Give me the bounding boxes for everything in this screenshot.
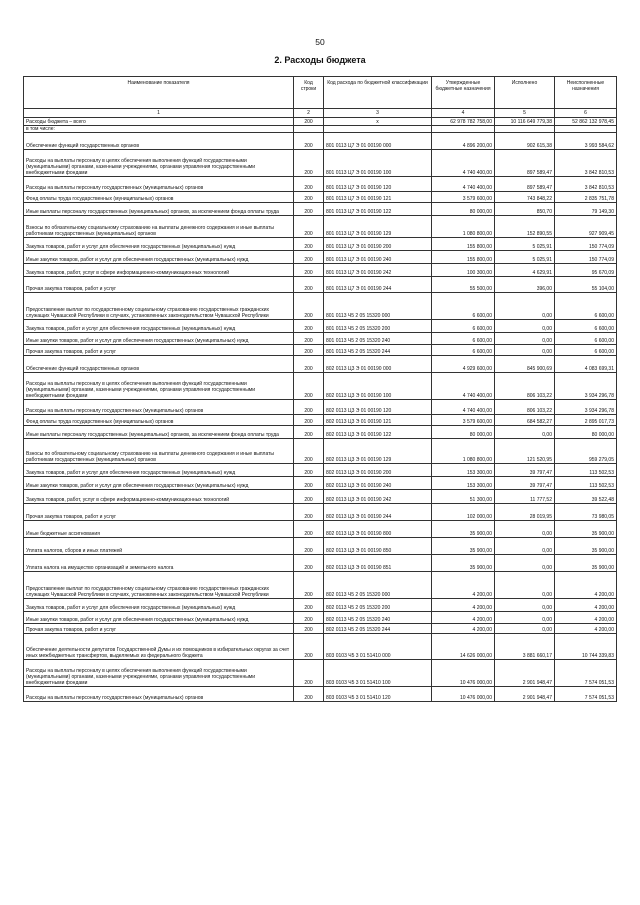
row-unexecuted: 79 149,30 (555, 203, 617, 216)
row-name: Закупка товаров, работ, услуг в сфере информационно-коммуникационных технологий (24, 264, 294, 277)
row-name: Закупка товаров, работ, услуг в сфере информационно-коммуникационных технологий (24, 490, 294, 504)
table-row (24, 293, 617, 320)
row-code: 200 (294, 293, 324, 320)
row-unexecuted: 7 574 051,53 (555, 687, 617, 702)
row-code: 200 (294, 477, 324, 490)
row-approved: 80 000,00 (432, 203, 495, 216)
row-executed: 0,00 (495, 624, 555, 634)
table-row (24, 477, 617, 490)
row-executed: 902 615,38 (495, 133, 555, 150)
row-unexecuted: 3 842 810,53 (555, 177, 617, 192)
row-classification-code: 801 0113 Ч5 2 05 15320 240 (324, 333, 432, 345)
row-name: Иные закупки товаров, работ и услуг для обеспечения государственных (муниципальных) нужд (24, 477, 294, 490)
row-unexecuted: 4 200,00 (555, 599, 617, 612)
row-unexecuted: 3 993 584,62 (555, 133, 617, 150)
table-row (24, 333, 617, 345)
row-name: Уплата налогов, сборов и иных платежей (24, 538, 294, 555)
row-executed: 3 881 660,17 (495, 634, 555, 660)
row-approved: 35 900,00 (432, 538, 495, 555)
row-code: 200 (294, 572, 324, 599)
row-classification-code: 802 0113 Ч5 2 05 15320 200 (324, 599, 432, 612)
row-code: 200 (294, 333, 324, 345)
row-unexecuted: 4 200,00 (555, 624, 617, 634)
row-name: в том числе: (24, 126, 294, 133)
table-row (24, 426, 617, 439)
row-unexecuted: 3 934 296,78 (555, 400, 617, 415)
row-classification-code: 802 0113 Ц3 Э 01 00190 200 (324, 464, 432, 477)
row-code: 200 (294, 133, 324, 150)
row-classification-code (324, 126, 432, 133)
row-name: Прочая закупка товаров, работ и услуг (24, 624, 294, 634)
row-name: Взносы по обязательному социальному страхованию на выплаты денежного содержания и иные выплаты работникам государственных (муниципальных) органов (24, 439, 294, 464)
row-executed: 0,00 (495, 333, 555, 345)
header-row (24, 77, 617, 109)
row-code: 200 (294, 415, 324, 426)
row-classification-code: 802 0113 Ц3 Э 01 00190 129 (324, 439, 432, 464)
table-row (24, 624, 617, 634)
row-code: 200 (294, 373, 324, 400)
column-number: 5 (495, 109, 555, 118)
row-classification-code: 801 0113 Ц7 Э 01 00190 122 (324, 203, 432, 216)
row-executed: 806 103,22 (495, 400, 555, 415)
row-unexecuted: 35 900,00 (555, 555, 617, 572)
row-name: Фонд оплаты труда государственных (муниципальных) органов (24, 415, 294, 426)
row-approved (432, 126, 495, 133)
row-approved: 4 200,00 (432, 572, 495, 599)
row-approved: 4 200,00 (432, 599, 495, 612)
row-executed: 0,00 (495, 320, 555, 333)
row-executed: 11 777,52 (495, 490, 555, 504)
row-code: 200 (294, 464, 324, 477)
table-row (24, 612, 617, 624)
row-name: Иные закупки товаров, работ и услуг для обеспечения государственных (муниципальных) нужд (24, 333, 294, 345)
header-row-code: Код строки (294, 77, 324, 109)
row-executed: 10 116 649 779,38 (495, 118, 555, 126)
table-row (24, 490, 617, 504)
row-classification-code: 802 0113 Ч5 2 05 15320 240 (324, 612, 432, 624)
row-executed: 152 890,55 (495, 216, 555, 238)
row-name: Обеспечение функций государственных органов (24, 133, 294, 150)
table-row (24, 439, 617, 464)
row-approved: 1 080 800,00 (432, 216, 495, 238)
row-approved: 155 800,00 (432, 251, 495, 264)
row-name: Закупка товаров, работ и услуг для обеспечения государственных (муниципальных) нужд (24, 238, 294, 251)
table-row (24, 356, 617, 373)
row-code: 200 (294, 118, 324, 126)
section-title: 2. Расходы бюджета (274, 55, 366, 65)
row-classification-code: 803 0103 Ч5 3 01 51410 120 (324, 687, 432, 702)
row-name: Расходы на выплаты персоналу в целях обеспечения выполнения функций государственными (муниципальными) органами, казенными учреждениями, органами управления государственными внебюджетными фондами (24, 660, 294, 687)
table-row (24, 345, 617, 356)
row-approved: 4 740 400,00 (432, 177, 495, 192)
table-row (24, 521, 617, 538)
row-executed: 4 629,91 (495, 264, 555, 277)
row-executed: 0,00 (495, 555, 555, 572)
row-unexecuted: 10 744 339,83 (555, 634, 617, 660)
row-executed: 0,00 (495, 521, 555, 538)
row-code: 200 (294, 192, 324, 203)
row-approved: 4 200,00 (432, 612, 495, 624)
row-code: 200 (294, 177, 324, 192)
row-name: Расходы на выплаты персоналу государственных (муниципальных) органов (24, 400, 294, 415)
row-unexecuted: 113 502,53 (555, 464, 617, 477)
row-code: 200 (294, 660, 324, 687)
row-approved: 6 600,00 (432, 320, 495, 333)
row-approved: 1 080 800,00 (432, 439, 495, 464)
row-classification-code: 802 0113 Ц3 Э 01 00190 851 (324, 555, 432, 572)
row-executed: 0,00 (495, 345, 555, 356)
table-body (24, 118, 617, 702)
row-approved: 4 200,00 (432, 624, 495, 634)
row-approved: 6 600,00 (432, 333, 495, 345)
row-name: Прочая закупка товаров, работ и услуг (24, 277, 294, 293)
row-code: 200 (294, 264, 324, 277)
column-number: 4 (432, 109, 495, 118)
row-code: 200 (294, 687, 324, 702)
row-unexecuted: 80 000,00 (555, 426, 617, 439)
row-unexecuted (555, 126, 617, 133)
row-executed: 743 848,22 (495, 192, 555, 203)
row-classification-code: 803 0103 Ч5 3 01 51410 100 (324, 660, 432, 687)
row-code: 200 (294, 320, 324, 333)
table-row (24, 126, 617, 133)
row-unexecuted: 35 900,00 (555, 521, 617, 538)
row-name: Иные выплаты персоналу государственных (муниципальных) органов, за исключением фонда оплаты труда (24, 426, 294, 439)
row-classification-code: 801 0113 Ц7 Э 01 00190 100 (324, 150, 432, 177)
row-classification-code: 802 0113 Ц3 Э 01 00190 121 (324, 415, 432, 426)
row-code: 200 (294, 599, 324, 612)
row-approved: 153 300,00 (432, 477, 495, 490)
row-unexecuted: 73 980,05 (555, 504, 617, 521)
table-row (24, 238, 617, 251)
row-code: 200 (294, 439, 324, 464)
table-row (24, 277, 617, 293)
column-number: 1 (24, 109, 294, 118)
table-row (24, 177, 617, 192)
row-approved: 4 929 600,00 (432, 356, 495, 373)
row-unexecuted: 52 862 132 978,45 (555, 118, 617, 126)
row-approved: 35 900,00 (432, 555, 495, 572)
row-executed: 0,00 (495, 538, 555, 555)
page-number: 50 (315, 37, 325, 47)
row-name: Взносы по обязательному социальному страхованию на выплаты денежного содержания и иные выплаты работникам государственных (муниципальных) органов (24, 216, 294, 238)
row-approved: 4 740 400,00 (432, 373, 495, 400)
row-code: 200 (294, 634, 324, 660)
row-classification-code: 801 0113 Ч5 2 05 15320 000 (324, 293, 432, 320)
table-row (24, 415, 617, 426)
row-code: 200 (294, 624, 324, 634)
row-executed: 2 901 948,47 (495, 687, 555, 702)
row-executed: 684 582,27 (495, 415, 555, 426)
row-code (294, 126, 324, 133)
row-unexecuted: 7 574 051,53 (555, 660, 617, 687)
row-approved: 4 740 400,00 (432, 400, 495, 415)
row-classification-code: 801 0113 Ц7 Э 01 00190 240 (324, 251, 432, 264)
row-unexecuted: 927 909,45 (555, 216, 617, 238)
row-executed: 39 797,47 (495, 464, 555, 477)
row-executed: 897 589,47 (495, 177, 555, 192)
header-name: Наименование показателя (24, 77, 294, 109)
table-row (24, 538, 617, 555)
row-classification-code: 801 0113 Ц7 Э 01 00190 242 (324, 264, 432, 277)
row-unexecuted: 113 502,53 (555, 477, 617, 490)
row-code: 200 (294, 504, 324, 521)
table-row (24, 572, 617, 599)
row-name: Расходы бюджета – всего (24, 118, 294, 126)
row-executed: 28 019,95 (495, 504, 555, 521)
row-code: 200 (294, 345, 324, 356)
budget-table (23, 76, 617, 702)
row-approved: 6 600,00 (432, 293, 495, 320)
table-row (24, 192, 617, 203)
row-executed: 39 797,47 (495, 477, 555, 490)
row-name: Расходы на выплаты персоналу государственных (муниципальных) органов (24, 177, 294, 192)
row-approved: 10 476 000,00 (432, 687, 495, 702)
row-executed: 5 025,91 (495, 251, 555, 264)
row-classification-code: 802 0113 Ц3 Э 01 00190 122 (324, 426, 432, 439)
row-code: 200 (294, 612, 324, 624)
row-executed: 0,00 (495, 426, 555, 439)
row-name: Обеспечение деятельности депутатов Государственной Думы и их помощников в избирательных округах за счет иных межбюджетных трансфертов, выделяемых из федерального бюджета (24, 634, 294, 660)
row-executed: 0,00 (495, 612, 555, 624)
row-unexecuted: 6 600,00 (555, 320, 617, 333)
row-classification-code: 801 0113 Ц7 Э 01 00190 244 (324, 277, 432, 293)
row-name: Закупка товаров, работ и услуг для обеспечения государственных (муниципальных) нужд (24, 320, 294, 333)
row-code: 200 (294, 555, 324, 572)
row-name: Обеспечение функций государственных органов (24, 356, 294, 373)
row-approved: 51 300,00 (432, 490, 495, 504)
row-executed: 121 520,95 (495, 439, 555, 464)
row-code: 200 (294, 538, 324, 555)
row-unexecuted: 2 835 751,78 (555, 192, 617, 203)
row-name: Закупка товаров, работ и услуг для обеспечения государственных (муниципальных) нужд (24, 599, 294, 612)
row-classification-code: 803 0103 Ч5 3 01 51410 000 (324, 634, 432, 660)
row-classification-code: 801 0113 Ц7 Э 01 00190 121 (324, 192, 432, 203)
row-approved: 100 300,00 (432, 264, 495, 277)
row-executed: 0,00 (495, 572, 555, 599)
row-name: Расходы на выплаты персоналу государственных (муниципальных) органов (24, 687, 294, 702)
table-row (24, 203, 617, 216)
row-code: 200 (294, 251, 324, 264)
table-row (24, 504, 617, 521)
row-classification-code: 801 0113 Ц7 Э 01 00190 000 (324, 133, 432, 150)
row-unexecuted: 4 200,00 (555, 572, 617, 599)
table-row (24, 464, 617, 477)
table-row (24, 133, 617, 150)
header-executed: Исполнено (495, 77, 555, 109)
row-name: Расходы на выплаты персоналу в целях обеспечения выполнения функций государственными (муниципальными) органами, казенными учреждениями, органами управления государственными внебюджетными фондами (24, 373, 294, 400)
column-number: 3 (324, 109, 432, 118)
row-classification-code: 802 0113 Ч5 2 05 15320 000 (324, 572, 432, 599)
row-approved: 3 579 600,00 (432, 192, 495, 203)
row-unexecuted: 39 522,48 (555, 490, 617, 504)
row-classification-code: x (324, 118, 432, 126)
row-approved: 62 978 782 758,00 (432, 118, 495, 126)
row-approved: 80 000,00 (432, 426, 495, 439)
header-approved: Утвержденные бюджетные назначения (432, 77, 495, 109)
row-classification-code: 802 0113 Ц3 Э 01 00190 242 (324, 490, 432, 504)
table-row (24, 634, 617, 660)
row-code: 200 (294, 490, 324, 504)
row-unexecuted: 95 670,09 (555, 264, 617, 277)
row-code: 200 (294, 426, 324, 439)
row-executed: 5 025,91 (495, 238, 555, 251)
row-approved: 153 300,00 (432, 464, 495, 477)
table-row (24, 150, 617, 177)
table-row (24, 118, 617, 126)
row-unexecuted: 6 600,00 (555, 333, 617, 345)
row-code: 200 (294, 150, 324, 177)
row-classification-code: 801 0113 Ч5 2 05 15320 244 (324, 345, 432, 356)
row-approved: 4 896 200,00 (432, 133, 495, 150)
row-code: 200 (294, 400, 324, 415)
row-executed: 0,00 (495, 599, 555, 612)
row-name: Расходы на выплаты персоналу в целях обеспечения выполнения функций государственными (муниципальными) органами, казенными учреждениями, органами управления государственными внебюджетными фондами (24, 150, 294, 177)
table-row (24, 687, 617, 702)
row-executed: 0,00 (495, 293, 555, 320)
row-approved: 102 000,00 (432, 504, 495, 521)
row-approved: 3 579 600,00 (432, 415, 495, 426)
row-code: 200 (294, 521, 324, 538)
row-code: 200 (294, 238, 324, 251)
row-classification-code: 802 0113 Ц3 Э 01 00190 244 (324, 504, 432, 521)
row-code: 200 (294, 277, 324, 293)
row-executed: 2 901 948,47 (495, 660, 555, 687)
row-executed: 845 900,69 (495, 356, 555, 373)
row-code: 200 (294, 203, 324, 216)
table-row (24, 320, 617, 333)
row-name: Иные выплаты персоналу государственных (муниципальных) органов, за исключением фонда оплаты труда (24, 203, 294, 216)
row-name: Предоставление выплат по государственному социальному страхованию государственных гражданских служащих Чувашской Республики в случаях, установленных законодательством Чувашской Республики (24, 293, 294, 320)
row-classification-code: 801 0113 Ц7 Э 01 00190 120 (324, 177, 432, 192)
row-unexecuted: 150 774,09 (555, 238, 617, 251)
table-row (24, 555, 617, 572)
row-unexecuted: 150 774,09 (555, 251, 617, 264)
row-executed: 806 103,22 (495, 373, 555, 400)
row-executed: 897 589,47 (495, 150, 555, 177)
column-number: 6 (555, 109, 617, 118)
row-approved: 35 900,00 (432, 521, 495, 538)
row-code: 200 (294, 216, 324, 238)
row-classification-code: 802 0113 Ч5 2 05 15320 244 (324, 624, 432, 634)
row-classification-code: 801 0113 Ц7 Э 01 00190 129 (324, 216, 432, 238)
row-unexecuted: 35 900,00 (555, 538, 617, 555)
row-approved: 4 740 400,00 (432, 150, 495, 177)
table-row (24, 599, 617, 612)
row-approved: 10 476 000,00 (432, 660, 495, 687)
table-row (24, 400, 617, 415)
row-approved: 14 626 000,00 (432, 634, 495, 660)
row-name: Предоставление выплат по государственному социальному страхованию государственных гражданских служащих Чувашской Республики в случаях, установленных законодательством Чувашской Республики (24, 572, 294, 599)
row-classification-code: 802 0113 Ц3 Э 01 00190 000 (324, 356, 432, 373)
row-classification-code: 802 0113 Ц3 Э 01 00190 100 (324, 373, 432, 400)
row-unexecuted: 6 600,00 (555, 345, 617, 356)
row-unexecuted: 2 895 017,73 (555, 415, 617, 426)
row-name: Закупка товаров, работ и услуг для обеспечения государственных (муниципальных) нужд (24, 464, 294, 477)
table-row (24, 251, 617, 264)
row-name: Прочая закупка товаров, работ и услуг (24, 345, 294, 356)
table-row (24, 264, 617, 277)
header-unexecuted: Неисполненные назначения (555, 77, 617, 109)
row-classification-code: 802 0113 Ц3 Э 01 00190 850 (324, 538, 432, 555)
row-unexecuted: 3 934 296,78 (555, 373, 617, 400)
row-executed: 850,70 (495, 203, 555, 216)
row-name: Фонд оплаты труда государственных (муниципальных) органов (24, 192, 294, 203)
column-number: 2 (294, 109, 324, 118)
row-code: 200 (294, 356, 324, 373)
row-approved: 55 500,00 (432, 277, 495, 293)
row-executed: 396,00 (495, 277, 555, 293)
row-unexecuted: 3 842 810,53 (555, 150, 617, 177)
table-row (24, 373, 617, 400)
row-classification-code: 801 0113 Ч5 2 05 15320 200 (324, 320, 432, 333)
row-unexecuted: 55 104,00 (555, 277, 617, 293)
row-classification-code: 802 0113 Ц3 Э 01 00190 800 (324, 521, 432, 538)
header-classification-code: Код расхода по бюджетной классификации (324, 77, 432, 109)
row-unexecuted: 959 279,05 (555, 439, 617, 464)
row-classification-code: 801 0113 Ц7 Э 01 00190 200 (324, 238, 432, 251)
column-number-row (24, 109, 617, 118)
row-classification-code: 802 0113 Ц3 Э 01 00190 120 (324, 400, 432, 415)
row-unexecuted: 4 083 699,31 (555, 356, 617, 373)
row-classification-code: 802 0113 Ц3 Э 01 00190 240 (324, 477, 432, 490)
row-approved: 6 600,00 (432, 345, 495, 356)
row-name: Уплата налога на имущество организаций и земельного налога (24, 555, 294, 572)
row-name: Иные закупки товаров, работ и услуг для обеспечения государственных (муниципальных) нужд (24, 251, 294, 264)
row-approved: 155 800,00 (432, 238, 495, 251)
row-name: Прочая закупка товаров, работ и услуг (24, 504, 294, 521)
row-unexecuted: 4 200,00 (555, 612, 617, 624)
table-row (24, 216, 617, 238)
table-row (24, 660, 617, 687)
row-unexecuted: 6 600,00 (555, 293, 617, 320)
row-name: Иные закупки товаров, работ и услуг для обеспечения государственных (муниципальных) нужд (24, 612, 294, 624)
row-name: Иные бюджетные ассигнования (24, 521, 294, 538)
row-executed (495, 126, 555, 133)
